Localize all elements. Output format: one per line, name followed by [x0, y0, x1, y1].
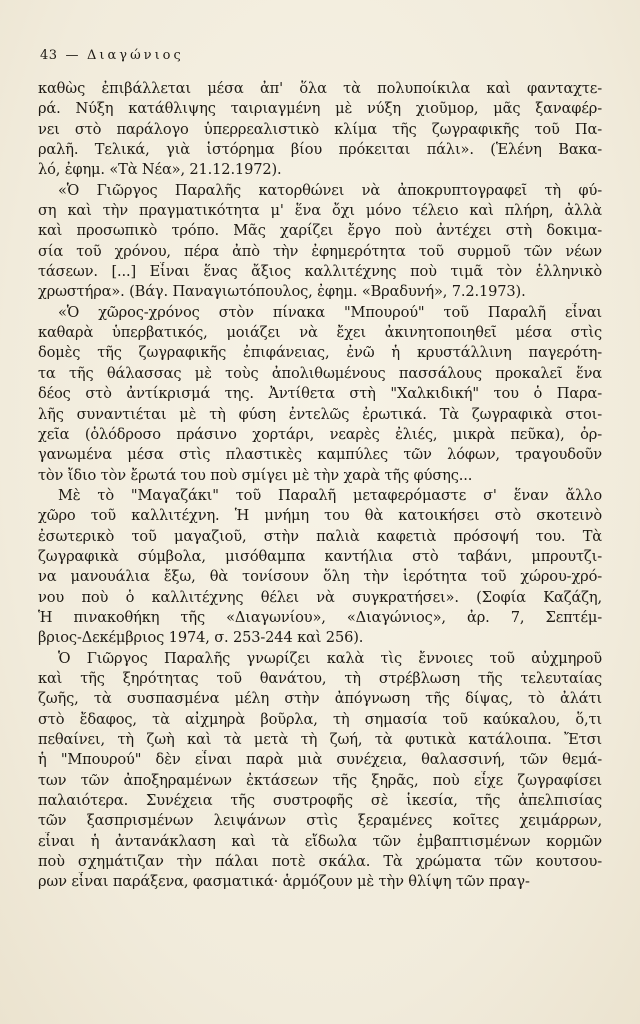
running-head: [40, 48, 602, 63]
text-line: τάσεων. [...] Εἶναι ἕνας ἄξιος καλλιτέχνης ποὺ τιμᾶ τὸν ἑλληνικὸ: [38, 263, 602, 281]
paragraph: [38, 79, 602, 181]
text-line: χρωστήρα». (Βάγ. Παναγιωτόπουλος, ἐφημ. «Βραδυνή», 7.2.1973).: [38, 283, 526, 301]
text-line: βριος-Δεκέμβριος 1974, σ. 253-244 καὶ 256).: [38, 629, 364, 647]
text-line: ραλῆ. Τελικά, γιὰ ἱστόρημα βίου πρόκειται πάλι». (Ἑλένη Βακα-: [38, 141, 602, 159]
text-line: ζωγραφικὰ σύμβολα, μισόθαμπα καντήλια στὸ ταβάνι, μπρουτζι-: [38, 547, 602, 565]
text-line: τῶν ξασπρισμένων λειψάνων στὶς ξεραμένες κοῖτες χειμάρρων,: [38, 812, 602, 830]
body-text: [38, 79, 602, 893]
text-line: λό, ἐφημ. «Τὰ Νέα», 21.12.1972).: [38, 161, 282, 179]
text-line: ποὺ σχημάτιζαν τὴν πάλαι ποτὲ σκάλα. Τὰ χρώματα τῶν κουτσου-: [38, 853, 602, 871]
text-line: καὶ προσωπικὸ τρόπο. Μᾶς χαρίζει ἔργο ποὺ ἀντέχει στὴ δοκιμα-: [38, 222, 602, 240]
text-line: «Ὁ Γιῶργος Παραλῆς κατορθώνει νὰ ἀποκρυπτογραφεῖ τὴ φύ-: [58, 181, 602, 199]
text-line: νει στὸ παράλογο ὑπερρεαλιστικὸ κλίμα τῆς ζωγραφικῆς τοῦ Πα-: [38, 120, 602, 138]
text-line: ρων εἶναι παράξενα, φασματικά· ἁρμόζουν μὲ τὴν θλίψη τῶν πραγ-: [38, 873, 530, 891]
text-line: εἶναι ἡ ἀντανάκλαση καὶ τὰ εἴδωλα τῶν ἐμβαπτισμένων κορμῶν: [38, 832, 602, 850]
paragraph: [38, 649, 602, 893]
text-line: τα τῆς θάλασσας μὲ τοὺς ἀπολιθωμένους πασσάλους προκαλεῖ ἕνα: [38, 364, 602, 382]
text-line: χῶρο τοῦ καλλιτέχνη. Ἡ μνήμη του θὰ κατοικήσει στὸ σκοτεινὸ: [38, 507, 602, 525]
text-line: ζωῆς, τὰ συσπασμένα μέλη στὴν ἀπόγνωση τῆς δίψας, τὸ ἀλάτι: [38, 690, 602, 708]
text-line: ρά. Νύξη κατάθλιψης ταιριαγμένη μὲ νύξη χιοῦμορ, μᾶς ξαναφέρ-: [38, 100, 602, 118]
text-line: Ὁ Γιῶργος Παραλῆς γνωρίζει καλὰ τὶς ἔννοιες τοῦ αὐχμηροῦ: [58, 649, 602, 667]
text-line: «Ὁ χῶρος-χρόνος στὸν πίνακα "Μπουρού" τοῦ Παραλῆ εἶναι: [58, 303, 602, 321]
text-line: γανωμένα μέσα στὶς πλαστικὲς καμπύλες τῶν λόφων, τραγουδοῦν: [38, 446, 602, 464]
text-line: καὶ τῆς ξηρότητας τοῦ θανάτου, τὴ στρέβλωση τῆς τελευταίας: [38, 669, 602, 687]
text-line: Μὲ τὸ "Μαγαζάκι" τοῦ Παραλῆ μεταφερόμαστε σ' ἕναν ἄλλο: [58, 486, 602, 504]
text-line: ση καὶ τὴν πραγματικότητα μ' ἕνα ὄχι μόνο τέλειο καὶ πλήρη, ἀλλὰ: [38, 202, 602, 220]
text-line: καθαρὰ ὑπερβατικός, μοιάζει νὰ ἔχει ἀκινητοποιηθεῖ μέσα στὶς: [38, 324, 602, 342]
paragraph: [38, 486, 602, 649]
text-line: νου ποὺ ὁ καλλιτέχνης θέλει νὰ συγκρατήσει». (Σοφία Καζάζη,: [38, 588, 602, 606]
text-line: Ἡ πινακοθήκη τῆς «Διαγωνίου», «Διαγώνιος», ἀρ. 7, Σεπτέμ-: [38, 608, 602, 626]
text-line: λῆς συναντιέται μὲ τὴ φύση ἐντελῶς ἐρωτικά. Τὰ ζωγραφικὰ στοι-: [38, 405, 602, 423]
text-line: πεθαίνει, τὴ ζωὴ καὶ τὰ μετὰ τὴ ζωή, τὰ φυτικὰ κατάλοιπα. Ἔτσι: [38, 731, 602, 748]
text-line: να μανουάλια ἔξω, θὰ τονίσουν ὅλη τὴν ἱερότητα τοῦ χώρου-χρό-: [38, 568, 602, 586]
text-line: χεῖα (ὁλόδροσο πράσινο χορτάρι, νεαρὲς ἐλιές, μικρὰ πεῦκα), ὀρ-: [38, 425, 602, 443]
header-dash: —: [65, 48, 80, 63]
text-line: καθὼς ἐπιβάλλεται μέσα ἀπ' ὅλα τὰ πολυποίκιλα καὶ φανταχτε-: [38, 80, 602, 97]
text-line: ἐσωτερικὸ τοῦ μαγαζιοῦ, στὴν παλιὰ καφετιὰ πρόσοψή του. Τὰ: [38, 527, 602, 545]
text-line: τὸν ἴδιο τὸν ἔρωτά του ποὺ σμίγει μὲ τὴν χαρὰ τῆς φύσης...: [38, 466, 473, 484]
paragraph: [38, 181, 602, 303]
text-line: δομὲς τῆς ζωγραφικῆς ἐπιφάνειας, ἐνῶ ἡ κρυστάλλινη παγερότη-: [38, 344, 602, 362]
paragraph: [38, 303, 602, 486]
text-line: δέος στὸ ἀντίκρισμά της. Ἀντίθετα στὴ "Χαλκιδική" του ὁ Παρα-: [38, 385, 602, 403]
text-line: παλαιότερα. Συνέχεια τῆς συστροφῆς σὲ ἱκεσία, τῆς ἀπελπισίας: [38, 792, 602, 810]
text-line: των τῶν ἀποξηραμένων ἐκτάσεων τῆς ξηρᾶς, ποὺ εἶχε ζωγραφίσει: [38, 771, 602, 789]
page-number: 43: [40, 48, 58, 63]
text-line: ἡ "Μπουρού" δὲν εἶναι παρὰ μιὰ συνέχεια, θαλασσινή, τῶν θεμά-: [38, 751, 602, 769]
journal-title: Διαγώνιος: [87, 48, 184, 63]
text-line: στὸ ἔδαφος, τὰ αἰχμηρὰ βοῦρλα, τὴ σημασία τοῦ καύκαλου, ὅ,τι: [38, 710, 602, 728]
text-line: σία τοῦ χρόνου, πέρα ἀπὸ τὴν ἐφημερότητα τοῦ συρμοῦ τῶν νέων: [38, 242, 602, 260]
